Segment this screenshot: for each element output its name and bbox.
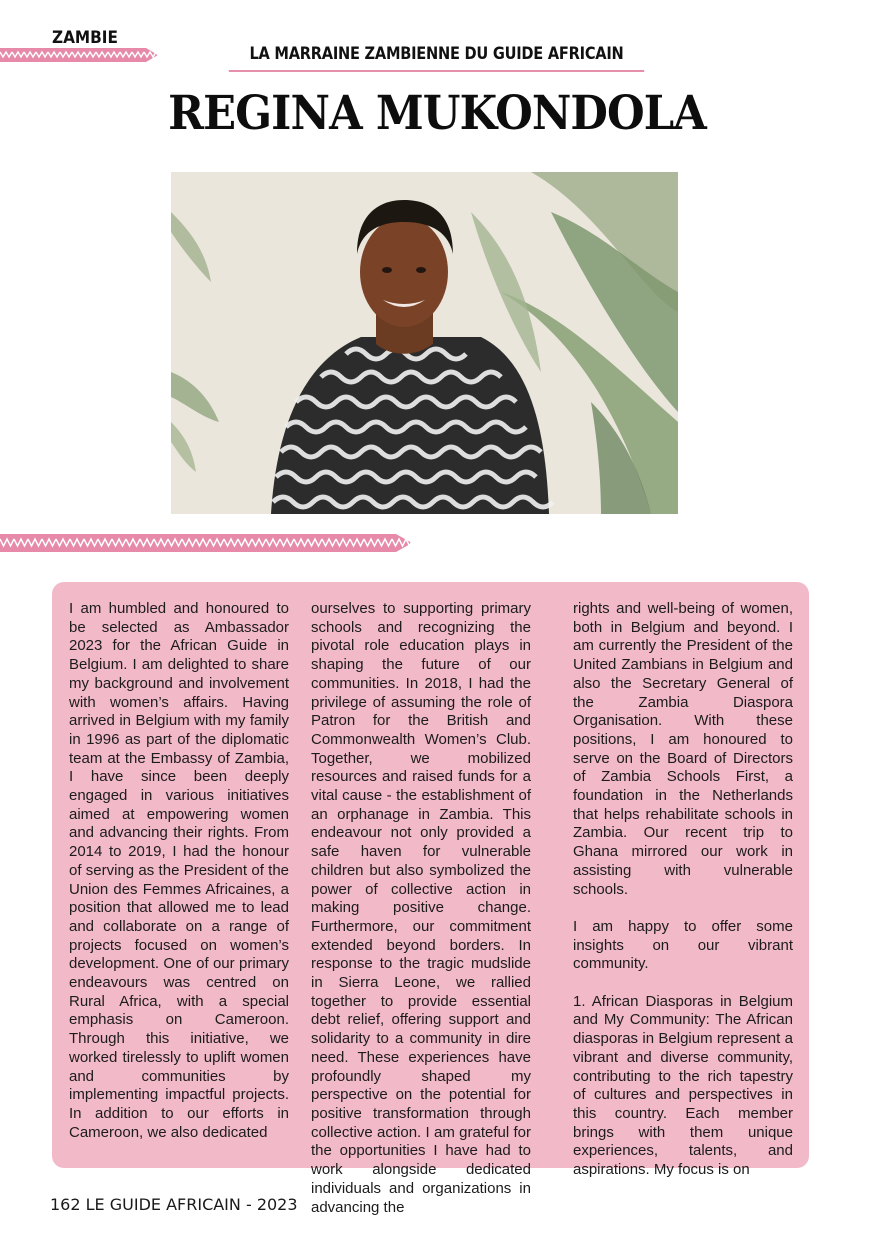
decorative-band-top — [0, 48, 158, 62]
portrait-photo — [171, 172, 678, 514]
article-column-3: rights and well-being of women, both in Belgium and beyond. I am currently the President of the United Zambians in Belgium and also the Secretary General of the Zambia Diaspora Organisation. With these positions, I am honoured to serve on the Board of Directors of Zambia Schools First, a foundation in the Netherlands that helps rehabilitate schools in Zambia. Our recent trip to Ghana mirrored our work in assisting with vulnerable schools. I am happy to offer some insights on our vibrant community. 1. African Diasporas in Belgium and My Community: The African diasporas in Belgium represent a vibrant and diverse community, contributing to the rich tapestry of cultures and perspectives in this country. Each member brings with them unique experiences, talents, and aspirations. My focus is on — [573, 600, 793, 1179]
article-kicker: LA MARRAINE ZAMBIENNE DU GUIDE AFRICAIN — [229, 44, 644, 72]
article-column-2: ourselves to supporting primary schools and recognizing the pivotal role education plays in shaping the future of our communities. In 2018, I had the privilege of assuming the role of Patron for the British and Commonwealth Women’s Club. Together, we mobilized resources and raised funds for a vital cause - the establishment of an orphanage in Zambia. This endeavour not only provided a safe haven for vulnerable children but also symbolized the power of collective action in making positive change. Furthermore, our commitment extended beyond borders. In response to the tragic mudslide in Sierra Leone, we rallied together to provide essential debt relief, offering support and solidarity to a community in dire need. These experiences have profoundly shaped my perspective on the potential for positive transformation through collective action. I am grateful for the opportunities I have had to work alongside dedicated individuals and organizations in advancing the — [311, 600, 531, 1216]
page-footer: 162 LE GUIDE AFRICAIN - 2023 — [50, 1195, 298, 1214]
article-title: REGINA MUKONDOLA — [168, 86, 706, 141]
article-column-1: I am humbled and honoured to be selected as Ambassador 2023 for the African Guide in Belgium. I am delighted to share my background and involvement with women’s affairs. Having arrived in Belgium with my family in 1996 as part of the diplomatic team at the Embassy of Zambia, I have since been deeply engaged in various initiatives aimed at empowering women and advancing their rights. From 2014 to 2019, I had the honour of serving as the President of the Union des Femmes Africaines, a position that allowed me to lead and collaborate on a range of projects focused on women’s development. One of our primary endeavours was centred on Rural Africa, with a special emphasis on Cameroon. Through this initiative, we worked tirelessly to uplift women and communities by implementing impactful projects. In addition to our efforts in Cameroon, we also dedicated — [69, 600, 289, 1141]
decorative-band-middle — [0, 534, 412, 552]
section-tag: ZAMBIE — [52, 28, 118, 48]
